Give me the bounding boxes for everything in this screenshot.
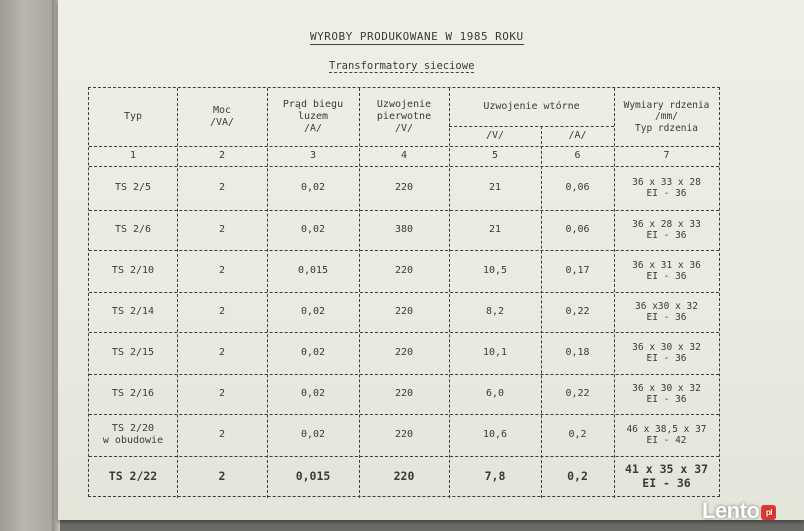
header-moc: Moc /VA/ (209, 105, 235, 128)
notebook-cover (0, 0, 60, 531)
header-uzw-wtorne-a: /A/ (568, 130, 587, 141)
table-cell-prad: 0,015 (295, 469, 331, 484)
table-cell-prad: 0,02 (300, 388, 326, 399)
table-cell-moc: 2 (218, 388, 226, 399)
column-number: 6 (574, 150, 581, 161)
table-cell-typ: TS 2/5 (114, 182, 152, 193)
table-cell-wtorne_v: 6,0 (485, 388, 505, 399)
table-cell-typ: TS 2/22 (108, 469, 158, 484)
page-title: WYROBY PRODUKOWANE W 1985 ROKU (310, 30, 524, 43)
table-cell-prad: 0,015 (297, 265, 329, 276)
header-typ: Typ (123, 111, 143, 122)
column-number: 7 (663, 150, 670, 161)
table-cell-typ: TS 2/15 (111, 347, 155, 358)
table-cell-wtorne_v: 21 (488, 224, 502, 235)
table-cell-wtorne_a: 0,06 (565, 224, 590, 235)
table-cell-wtorne_v: 7,8 (484, 469, 506, 484)
table-cell-pierwotne: 220 (393, 469, 415, 484)
table-cell-wtorne_a: 0,18 (565, 347, 590, 358)
table-cell-pierwotne: 220 (394, 347, 414, 358)
table-cell-wtorne_a: 0,2 (568, 429, 587, 440)
table-cell-typ: TS 2/10 (111, 265, 155, 276)
header-uzw-pierwotne: Uzwojenie pierwotne /V/ (376, 99, 432, 134)
header-uzw-wtorne: Uzwojenie wtórne (483, 101, 580, 112)
header-wymiary: Wymiary rdzenia /mm/ Typ rdzenia (623, 99, 710, 134)
table-cell-wtorne_a: 0,2 (567, 469, 588, 484)
table-cell-typ: TS 2/14 (111, 306, 155, 317)
table-cell-wymiary: 36 x 30 x 32 EI - 36 (632, 341, 701, 364)
table-cell-typ: TS 2/6 (114, 224, 152, 235)
table-cell-wtorne_a: 0,06 (565, 182, 590, 193)
table-cell-wymiary: 36 x 31 x 36 EI - 36 (632, 259, 701, 282)
page-subtitle: Transformatory sieciowe (329, 60, 475, 72)
lento-watermark (702, 498, 776, 524)
table-cell-wtorne_v: 10,1 (482, 347, 508, 358)
column-number: 3 (309, 150, 317, 161)
table-cell-wymiary: 36 x 30 x 32 EI - 36 (632, 382, 701, 405)
table-cell-moc: 2 (218, 429, 226, 440)
header-uzw-wtorne-v: /V/ (485, 130, 505, 141)
table-cell-wtorne_a: 0,22 (565, 388, 590, 399)
column-number: 1 (129, 150, 137, 161)
table-cell-wymiary: 41 x 35 x 37 EI - 36 (624, 462, 709, 490)
table-cell-prad: 0,02 (300, 306, 326, 317)
document-page (58, 0, 804, 520)
column-number: 5 (491, 150, 499, 161)
table-cell-wtorne_a: 0,22 (565, 306, 590, 317)
table-cell-moc: 2 (218, 306, 226, 317)
table-cell-wymiary: 36 x 28 x 33 EI - 36 (632, 218, 701, 241)
table-cell-pierwotne: 380 (394, 224, 414, 235)
table-cell-moc: 2 (218, 182, 226, 193)
table-cell-typ: TS 2/16 (111, 388, 155, 399)
table-cell-wymiary: 36 x 33 x 28 EI - 36 (632, 176, 701, 199)
table-cell-wtorne_v: 8,2 (485, 306, 505, 317)
column-number: 4 (400, 150, 408, 161)
column-number: 2 (218, 150, 226, 161)
table-cell-wtorne_v: 10,5 (482, 265, 508, 276)
table-cell-pierwotne: 220 (394, 265, 414, 276)
table-cell-moc: 2 (218, 265, 226, 276)
table-cell-pierwotne: 220 (394, 388, 414, 399)
table-cell-prad: 0,02 (300, 347, 326, 358)
header-prad: Prąd biegu luzem /A/ (282, 99, 344, 134)
table-cell-pierwotne: 220 (394, 429, 414, 440)
table-cell-wtorne_a: 0,17 (565, 265, 590, 276)
watermark-brand: Lento (702, 498, 760, 523)
table-cell-prad: 0,02 (300, 429, 326, 440)
watermark-badge: pl (761, 505, 776, 520)
table-cell-prad: 0,02 (300, 182, 326, 193)
table-cell-moc: 2 (218, 347, 226, 358)
table-cell-prad: 0,02 (300, 224, 326, 235)
table-cell-wtorne_v: 10,6 (482, 429, 508, 440)
table-cell-typ: TS 2/20 w obudowie (102, 423, 164, 446)
table-cell-pierwotne: 220 (394, 306, 414, 317)
table-cell-wymiary: 36 x30 x 32 EI - 36 (635, 300, 698, 323)
transformer-table (88, 87, 720, 497)
table-cell-moc: 2 (218, 224, 226, 235)
table-cell-pierwotne: 220 (394, 182, 414, 193)
table-cell-wtorne_v: 21 (488, 182, 502, 193)
table-cell-wymiary: 46 x 38,5 x 37 EI - 42 (626, 423, 707, 446)
table-cell-moc: 2 (218, 469, 226, 484)
